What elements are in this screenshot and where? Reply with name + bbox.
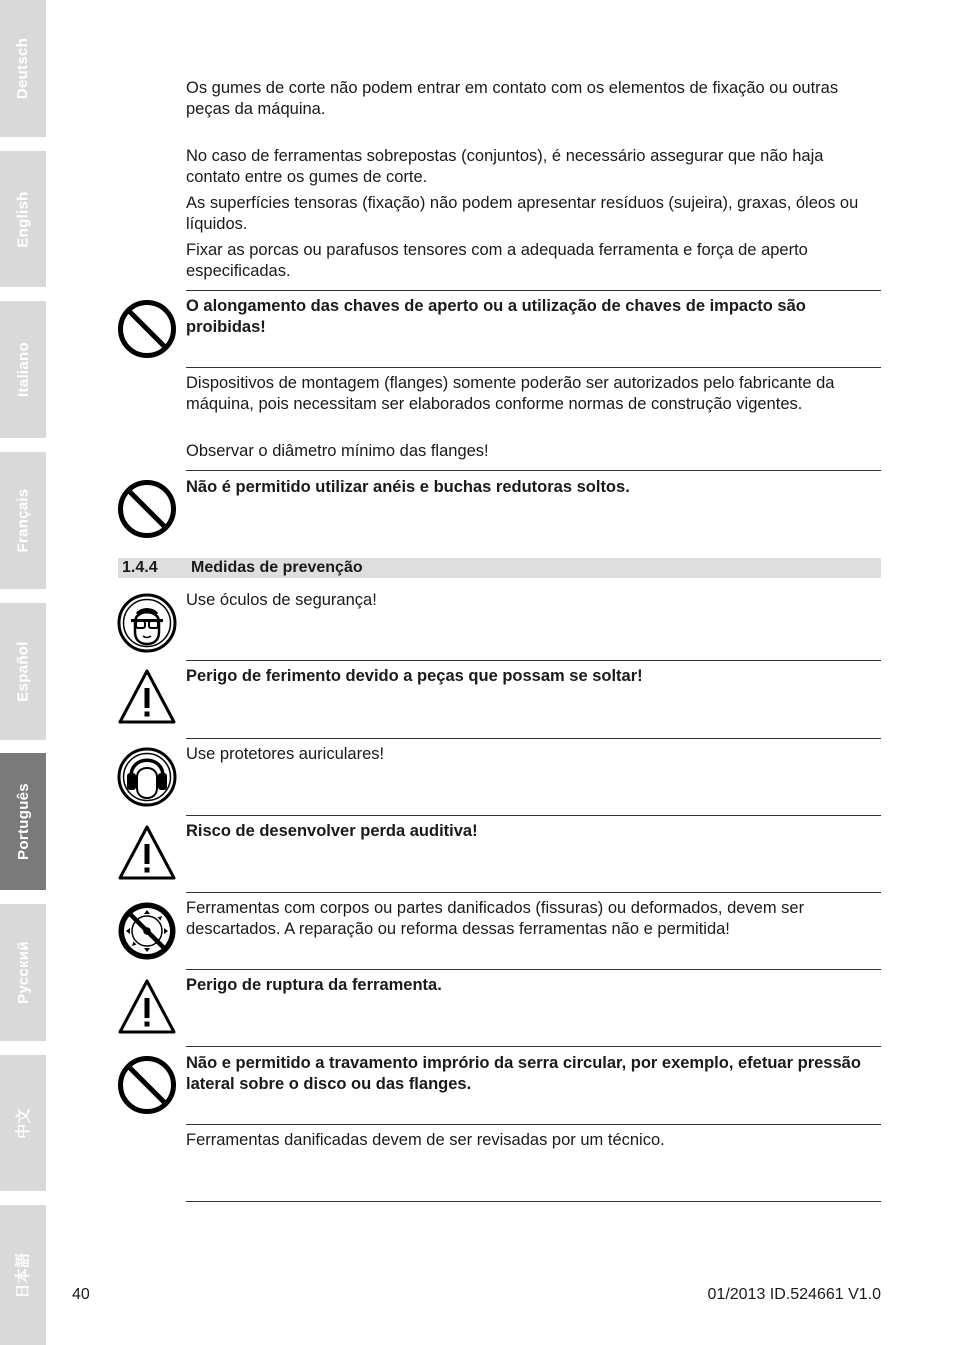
tab-label: Italiano xyxy=(14,342,32,397)
tab-label: Русский xyxy=(14,941,32,1004)
tab-portugues[interactable] xyxy=(0,753,46,890)
divider xyxy=(186,738,881,739)
danger-hearing-loss: Risco de desenvolver perda auditiva! xyxy=(186,822,478,840)
warning-improper-braking: Não e permitido a travamento imprório da serra circular, por exemplo, efetuar pressão lateral sobre o disco ou das flanges. xyxy=(186,1054,861,1093)
tab-label: Français xyxy=(14,488,32,553)
tab-japanese[interactable] xyxy=(0,1205,46,1345)
paragraph-flange-diameter: Observar o diâmetro mínimo das flanges! xyxy=(186,442,489,460)
instruction-damaged-tools: Ferramentas com corpos ou partes danificados (fissuras) ou deformados, devem ser descartados. A reparação ou reforma dessas ferramentas não e permitida! xyxy=(186,899,805,938)
safety-goggles-icon xyxy=(116,592,178,654)
instruction-ear-protection: Use protetores auriculares! xyxy=(186,745,385,763)
paragraph-cutting-edges: Os gumes de corte não podem entrar em contato com os elementos de fixação ou outras peças da máquina. xyxy=(186,79,839,118)
language-sidebar xyxy=(0,0,46,1345)
paragraph-overlapping-tools: No caso de ferramentas sobrepostas (conjuntos), é necessário assegurar que não haja contato entre os gumes de corte. xyxy=(186,147,824,186)
tab-espanol[interactable] xyxy=(0,603,46,740)
section-heading xyxy=(118,558,881,578)
tab-russian[interactable] xyxy=(0,904,46,1041)
prohibition-icon xyxy=(116,478,178,540)
divider xyxy=(186,470,881,471)
paragraph-fasten-nuts: Fixar as porcas ou parafusos tensores com a adequada ferramenta e força de aperto especificadas. xyxy=(186,241,808,280)
divider xyxy=(186,892,881,893)
warning-triangle-icon xyxy=(116,976,178,1038)
divider xyxy=(186,660,881,661)
document-id: 01/2013 ID.524661 V1.0 xyxy=(707,1286,881,1303)
prohibition-icon xyxy=(116,298,178,360)
page-number: 40 xyxy=(72,1286,90,1303)
divider xyxy=(186,367,881,368)
divider xyxy=(186,1124,881,1125)
paragraph-clamping-surfaces: As superfícies tensoras (fixação) não podem apresentar resíduos (sujeira), graxas, óleos ou líquidos. xyxy=(186,194,859,233)
warning-triangle-icon xyxy=(116,666,178,728)
tab-label: 日本語 xyxy=(14,1252,32,1298)
tab-deutsch[interactable] xyxy=(0,0,46,137)
paragraph-technician-review: Ferramentas danificadas devem de ser revisadas por um técnico. xyxy=(186,1131,665,1149)
divider xyxy=(186,1046,881,1047)
tab-label: 中文 xyxy=(14,1107,32,1139)
section-title: Medidas de prevenção xyxy=(191,559,363,576)
divider xyxy=(186,290,881,291)
divider xyxy=(186,969,881,970)
danger-loose-parts: Perigo de ferimento devido a peças que possam se soltar! xyxy=(186,667,643,685)
prohibition-icon xyxy=(116,1054,178,1116)
tab-label: Deutsch xyxy=(14,37,32,100)
ear-protection-icon xyxy=(116,746,178,808)
tab-label: Português xyxy=(14,783,32,860)
tab-label: English xyxy=(14,190,32,248)
instruction-goggles: Use óculos de segurança! xyxy=(186,591,377,609)
damaged-saw-blade-icon xyxy=(116,900,178,962)
section-number: 1.4.4 xyxy=(122,559,158,576)
tab-francais[interactable] xyxy=(0,452,46,589)
warning-wrench-extension: O alongamento das chaves de aperto ou a utilização de chaves de impacto são proibidas! xyxy=(186,297,806,336)
tab-italiano[interactable] xyxy=(0,301,46,438)
tab-label: Español xyxy=(14,641,32,702)
paragraph-flanges: Dispositivos de montagem (flanges) somente poderão ser autorizados pelo fabricante da máquina, pois necessitam ser elaborados conforme normas de construção vigentes. xyxy=(186,374,835,413)
tab-english[interactable] xyxy=(0,151,46,287)
warning-triangle-icon xyxy=(116,822,178,884)
danger-tool-rupture: Perigo de ruptura da ferramenta. xyxy=(186,976,442,994)
tab-chinese[interactable] xyxy=(0,1055,46,1191)
divider xyxy=(186,815,881,816)
warning-reducing-rings: Não é permitido utilizar anéis e buchas redutoras soltos. xyxy=(186,478,630,496)
divider xyxy=(186,1201,881,1202)
